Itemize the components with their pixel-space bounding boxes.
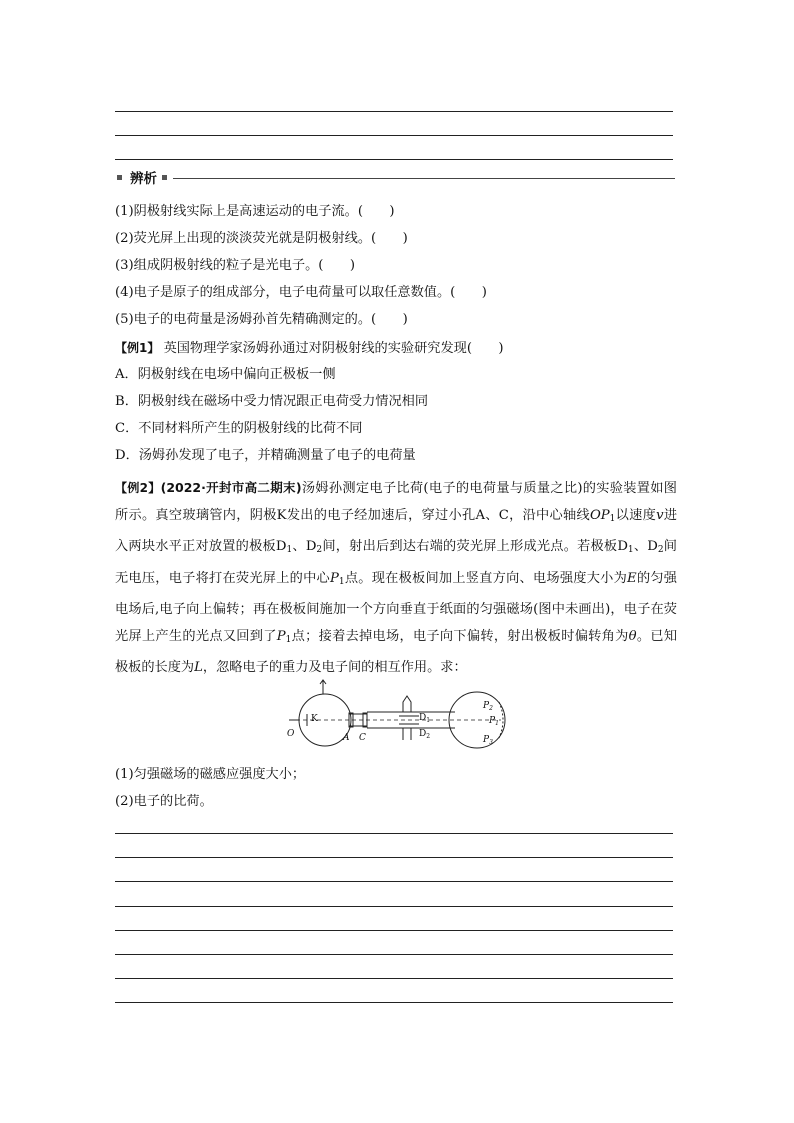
- answer-line: [115, 978, 673, 979]
- section-divider: [173, 178, 675, 179]
- judgement-item: (1)阴极射线实际上是高速运动的电子流。( ): [115, 204, 395, 219]
- judgement-item: (5)电子的电荷量是汤姆孙首先精确测定的。( ): [115, 312, 408, 327]
- label-d2: $D_2$: [419, 729, 431, 740]
- judgement-item: (4)电子是原子的组成部分，电子电荷量可以取任意数值。( ): [115, 285, 487, 300]
- answer-line: [115, 833, 673, 834]
- answer-line: [115, 159, 673, 160]
- judgement-item: (3)组成阴极射线的粒子是光电子。( ): [115, 258, 355, 273]
- example2-source: (2022·开封市高二期末): [160, 480, 302, 495]
- judgement-item: (2)荧光屏上出现的淡淡荧光就是阴极射线。( ): [115, 231, 408, 246]
- question-item: (2)电子的比荷。: [115, 794, 213, 809]
- section-title: 辨析: [130, 171, 157, 187]
- square-bullet-icon: [162, 175, 167, 180]
- answer-line: [115, 881, 673, 882]
- label-a: A: [343, 733, 350, 743]
- label-p1: $P_1$: [489, 716, 499, 727]
- question-item: (1)匀强磁场的磁感应强度大小；: [115, 767, 306, 782]
- label-p3: $P_3$: [483, 735, 493, 746]
- square-bullet-icon: [117, 175, 122, 180]
- answer-line: [115, 954, 673, 955]
- label-o: O: [287, 729, 295, 739]
- option-item: A．阴极射线在电场中偏向正极板一侧: [115, 367, 336, 382]
- example2-paragraph: 【例2】(2022·开封市高二期末)汤姆孙测定电子比荷(电子的电荷量与质量之比)的实验装置如图所示。真空玻璃管内，阴极K发出的电子经加速后，穿过小孔A、C，沿中心轴线$OP_1$以速度v进入两块水平正对放置的极板$D_1$、$D_2$间，射出后到达右端的荧光屏上形成光点。若极板$D_1$、$D_2$间无电压，电子将打在荧光屏上的中心$P_1$点。现在极板间加上竖直方向、电场强度大小为E的匀强电场后,电子向上偏转；再在极板间施加一个方向垂直于纸面的匀强磁场(图中未画出)，电子在荧光屏上产生的光点又回到了$P_1$点；接着去掉电场，电子向下偏转，射出极板时偏转角为θ。已知极板的长度为L，忽略电子的重力及电子间的相互作用。求：: [115, 480, 678, 676]
- example-tag: 【例1】: [115, 341, 160, 355]
- option-item: B．阴极射线在磁场中受力情况跟正电荷受力情况相同: [115, 394, 429, 409]
- label-k: K: [311, 714, 318, 724]
- label-d1: $D_1$: [419, 713, 431, 724]
- plate-d1: [403, 696, 411, 712]
- answer-line: [115, 857, 673, 858]
- example1-stem: [115, 339, 504, 358]
- option-item: D．汤姆孙发现了电子，并精确测量了电子的电荷量: [115, 448, 416, 463]
- example1-question: 英国物理学家汤姆孙通过对阴极射线的实验研究发现( ): [163, 341, 504, 356]
- answer-line: [115, 111, 673, 112]
- answer-line: [115, 906, 673, 907]
- plate-d2: [403, 728, 411, 740]
- option-item: C．不同材料所产生的阴极射线的比荷不同: [115, 421, 363, 436]
- answer-line: [115, 930, 673, 931]
- example-tag: 【例2】: [115, 481, 161, 495]
- answer-line: [115, 1002, 673, 1003]
- thomson-tube-figure: [285, 676, 515, 756]
- label-p2: $P_2$: [483, 701, 493, 712]
- label-c: C: [359, 733, 366, 743]
- answer-line: [115, 135, 673, 136]
- section-header: [115, 170, 675, 188]
